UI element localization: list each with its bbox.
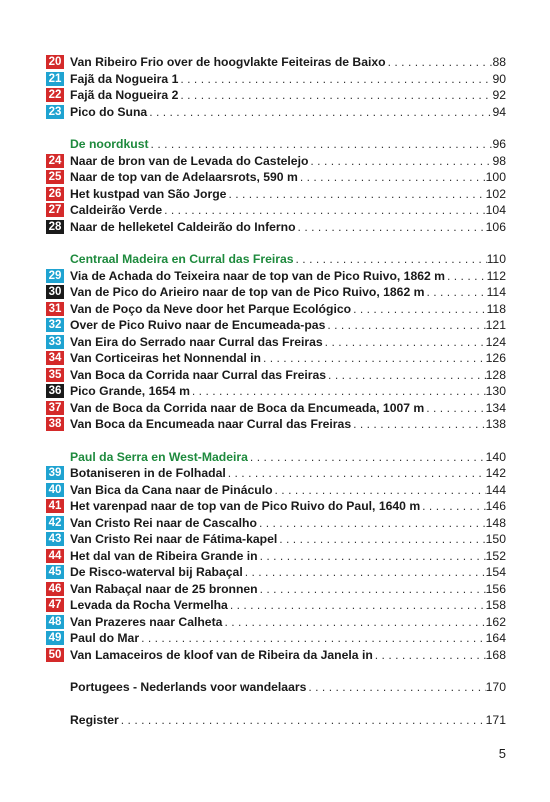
entry-title: Pico do Suna <box>70 104 148 119</box>
toc-entry <box>46 104 506 121</box>
toc-entry <box>46 334 506 351</box>
entry-page-number: 168 <box>485 647 506 662</box>
entry-title: Levada da Rocha Vermelha <box>70 598 228 613</box>
entry-page-number: 158 <box>485 598 506 613</box>
entry-title: Paul do Mar <box>70 631 140 646</box>
section-heading-row <box>46 449 506 466</box>
route-number-badge: 48 <box>46 615 64 629</box>
entry-page-number: 104 <box>485 203 506 218</box>
dot-leader <box>258 548 486 564</box>
section-gap <box>46 663 506 679</box>
entry-title: Van Lamaceiros de kloof van de Ribeira da Janela in <box>70 647 373 662</box>
toc-entry <box>46 679 506 696</box>
toc-entry <box>46 350 506 367</box>
route-number-badge: 29 <box>46 269 64 283</box>
entry-title: Via de Achada do Teixeira naar de top van de Pico Ruivo, 1862 m <box>70 268 446 283</box>
dot-leader <box>273 482 486 498</box>
entry-page-number: 102 <box>485 186 506 201</box>
entry-title: Botaniseren in de Folhadal <box>70 466 226 481</box>
dot-leader <box>298 169 486 185</box>
route-number-badge: 41 <box>46 499 64 513</box>
entry-title: Van Cristo Rei naar de Cascalho <box>70 515 257 530</box>
dot-leader <box>226 186 485 202</box>
section-heading-row <box>46 251 506 268</box>
entry-title: De Risco-waterval bij Rabaçal <box>70 565 243 580</box>
toc-entry <box>46 367 506 384</box>
route-number-badge: 39 <box>46 466 64 480</box>
entry-page-number: 90 <box>492 71 506 86</box>
entry-page-number: 170 <box>485 680 506 695</box>
toc-entry <box>46 597 506 614</box>
dot-leader <box>296 219 486 235</box>
entry-page-number: 134 <box>485 400 506 415</box>
entry-page-number: 94 <box>492 104 506 119</box>
dot-leader <box>228 597 486 613</box>
toc-entry <box>46 614 506 631</box>
dot-leader <box>351 416 486 432</box>
route-number-badge: 30 <box>46 285 64 299</box>
toc-entry <box>46 416 506 433</box>
route-number-badge: 26 <box>46 187 64 201</box>
dot-leader <box>162 202 486 218</box>
dot-leader <box>326 367 486 383</box>
route-number-badge: 20 <box>46 55 64 69</box>
toc-entry <box>46 383 506 400</box>
entry-page-number: 171 <box>485 712 506 727</box>
dot-leader <box>420 498 486 514</box>
entry-page-number: 130 <box>485 384 506 399</box>
route-number-badge: 38 <box>46 417 64 431</box>
toc-entry <box>46 268 506 285</box>
section-page-number: 110 <box>486 252 506 267</box>
route-number-badge: 28 <box>46 220 64 234</box>
entry-title: Van Corticeiras het Nonnendal in <box>70 351 261 366</box>
entry-title: Het varenpad naar de top van de Pico Ruivo do Paul, 1640 m <box>70 499 421 514</box>
toc-entry <box>46 169 506 186</box>
dot-leader <box>306 679 485 695</box>
route-number-badge: 36 <box>46 384 64 398</box>
section-gap <box>46 696 506 712</box>
section-title: Centraal Madeira en Curral das Freiras <box>70 252 294 267</box>
toc-entry <box>46 87 506 104</box>
toc-entry <box>46 284 506 301</box>
toc-entry <box>46 153 506 170</box>
section-page-number: 140 <box>485 449 506 464</box>
dot-leader <box>308 153 492 169</box>
toc-entry <box>46 712 506 729</box>
toc-entry <box>46 531 506 548</box>
dot-leader <box>294 251 487 267</box>
dot-leader <box>243 564 486 580</box>
entry-title: Van Bica da Cana naar de Pináculo <box>70 482 273 497</box>
entry-page-number: 114 <box>486 285 506 300</box>
route-number-badge: 24 <box>46 154 64 168</box>
route-number-badge: 34 <box>46 351 64 365</box>
dot-leader <box>325 317 485 333</box>
entry-title: Van Boca da Corrida naar Curral das Freiras <box>70 367 327 382</box>
entry-page-number: 142 <box>485 466 506 481</box>
entry-page-number: 144 <box>485 482 506 497</box>
toc-entry <box>46 564 506 581</box>
toc-entry <box>46 482 506 499</box>
entry-page-number: 118 <box>486 301 506 316</box>
entry-page-number: 148 <box>485 515 506 530</box>
entry-page-number: 100 <box>485 170 506 185</box>
toc-entry <box>46 54 506 71</box>
entry-page-number: 164 <box>485 631 506 646</box>
entry-page-number: 92 <box>492 88 506 103</box>
entry-title: Caldeirão Verde <box>70 203 163 218</box>
dot-leader <box>190 383 486 399</box>
entry-title: Van de Pico do Arieiro naar de top van de Pico Ruivo, 1862 m <box>70 285 425 300</box>
route-number-badge: 40 <box>46 483 64 497</box>
section-gap <box>46 235 506 251</box>
entry-title: Fajã da Nogueira 2 <box>70 88 179 103</box>
toc-entry <box>46 647 506 664</box>
entry-title: Van de Boca da Corrida naar de Boca da Encumeada, 1007 m <box>70 400 425 415</box>
entry-page-number: 128 <box>485 367 506 382</box>
route-number-badge: 23 <box>46 105 64 119</box>
toc-entry <box>46 515 506 532</box>
route-number-badge: 46 <box>46 582 64 596</box>
table-of-contents <box>46 54 506 728</box>
dot-leader <box>139 630 486 646</box>
entry-page-number: 124 <box>485 334 506 349</box>
toc-entry <box>46 400 506 417</box>
section-title: Paul da Serra en West-Madeira <box>70 449 248 464</box>
section-gap <box>46 433 506 449</box>
route-number-badge: 33 <box>46 335 64 349</box>
entry-title: Van Ribeiro Frio over de hoogvlakte Feiteiras de Baixo <box>70 55 386 70</box>
dot-leader <box>119 712 486 728</box>
dot-leader <box>178 87 492 103</box>
route-number-badge: 27 <box>46 203 64 217</box>
route-number-badge: 21 <box>46 72 64 86</box>
entry-title: Register <box>70 712 119 727</box>
section-title: De noordkust <box>70 137 149 152</box>
entry-title: Fajã da Nogueira 1 <box>70 71 179 86</box>
route-number-badge: 47 <box>46 598 64 612</box>
entry-page-number: 126 <box>485 351 506 366</box>
entry-page-number: 150 <box>485 532 506 547</box>
entry-page-number: 106 <box>485 219 506 234</box>
dot-leader <box>261 350 486 366</box>
entry-title: Over de Pico Ruivo naar de Encumeada-pas <box>70 318 326 333</box>
dot-leader <box>178 71 492 87</box>
toc-entry <box>46 301 506 318</box>
entry-title: Van de Poço da Neve door het Parque Ecológico <box>70 301 352 316</box>
route-number-badge: 31 <box>46 302 64 316</box>
dot-leader <box>258 581 486 597</box>
entry-title: Naar de top van de Adelaarsrots, 590 m <box>70 170 298 185</box>
entry-page-number: 138 <box>485 417 506 432</box>
route-number-badge: 43 <box>46 532 64 546</box>
dot-leader <box>351 301 487 317</box>
route-number-badge: 35 <box>46 368 64 382</box>
route-number-badge: 45 <box>46 565 64 579</box>
toc-entry <box>46 630 506 647</box>
route-number-badge: 25 <box>46 170 64 184</box>
dot-leader <box>323 334 486 350</box>
dot-leader <box>277 531 485 547</box>
entry-page-number: 88 <box>492 55 506 70</box>
entry-title: Het kustpad van São Jorge <box>70 186 227 201</box>
entry-page-number: 121 <box>485 318 506 333</box>
toc-entry <box>46 219 506 236</box>
entry-page-number: 156 <box>485 581 506 596</box>
toc-entry <box>46 581 506 598</box>
dot-leader <box>424 400 485 416</box>
dot-leader <box>445 268 487 284</box>
entry-title: Van Rabaçal naar de 25 bronnen <box>70 581 258 596</box>
entry-page-number: 146 <box>485 499 506 514</box>
entry-page-number: 154 <box>485 565 506 580</box>
entry-title: Het dal van de Ribeira Grande in <box>70 548 258 563</box>
toc-entry <box>46 465 506 482</box>
route-number-badge: 32 <box>46 318 64 332</box>
route-number-badge: 44 <box>46 549 64 563</box>
toc-entry <box>46 317 506 334</box>
toc-entry <box>46 71 506 88</box>
dot-leader <box>257 515 486 531</box>
route-number-badge: 22 <box>46 88 64 102</box>
entry-title: Portugees - Nederlands voor wandelaars <box>70 680 307 695</box>
section-gap <box>46 120 506 136</box>
toc-entry <box>46 498 506 515</box>
dot-leader <box>386 54 493 70</box>
entry-title: Van Prazeres naar Calheta <box>70 614 223 629</box>
entry-page-number: 162 <box>485 614 506 629</box>
entry-title: Van Eira do Serrado naar Curral das Freiras <box>70 334 323 349</box>
entry-title: Van Boca da Encumeada naar Curral das Freiras <box>70 417 352 432</box>
page-number: 5 <box>498 746 506 761</box>
toc-entry <box>46 548 506 565</box>
toc-entry <box>46 186 506 203</box>
dot-leader <box>248 449 486 465</box>
section-heading-row <box>46 136 506 153</box>
entry-title: Naar de bron van de Levada do Castelejo <box>70 153 309 168</box>
section-page-number: 96 <box>492 137 506 152</box>
dot-leader <box>147 104 492 120</box>
route-number-badge: 42 <box>46 516 64 530</box>
dot-leader <box>424 284 486 300</box>
toc-entry <box>46 202 506 219</box>
dot-leader <box>226 465 486 481</box>
entry-page-number: 152 <box>485 548 506 563</box>
dot-leader <box>222 614 485 630</box>
entry-page-number: 112 <box>486 268 506 283</box>
entry-page-number: 98 <box>492 153 506 168</box>
route-number-badge: 49 <box>46 631 64 645</box>
dot-leader <box>373 647 486 663</box>
entry-title: Van Cristo Rei naar de Fátima-kapel <box>70 532 278 547</box>
entry-title: Pico Grande, 1654 m <box>70 384 190 399</box>
dot-leader <box>149 136 493 152</box>
route-number-badge: 37 <box>46 401 64 415</box>
entry-title: Naar de helleketel Caldeirão do Inferno <box>70 219 296 234</box>
route-number-badge: 50 <box>46 648 64 662</box>
